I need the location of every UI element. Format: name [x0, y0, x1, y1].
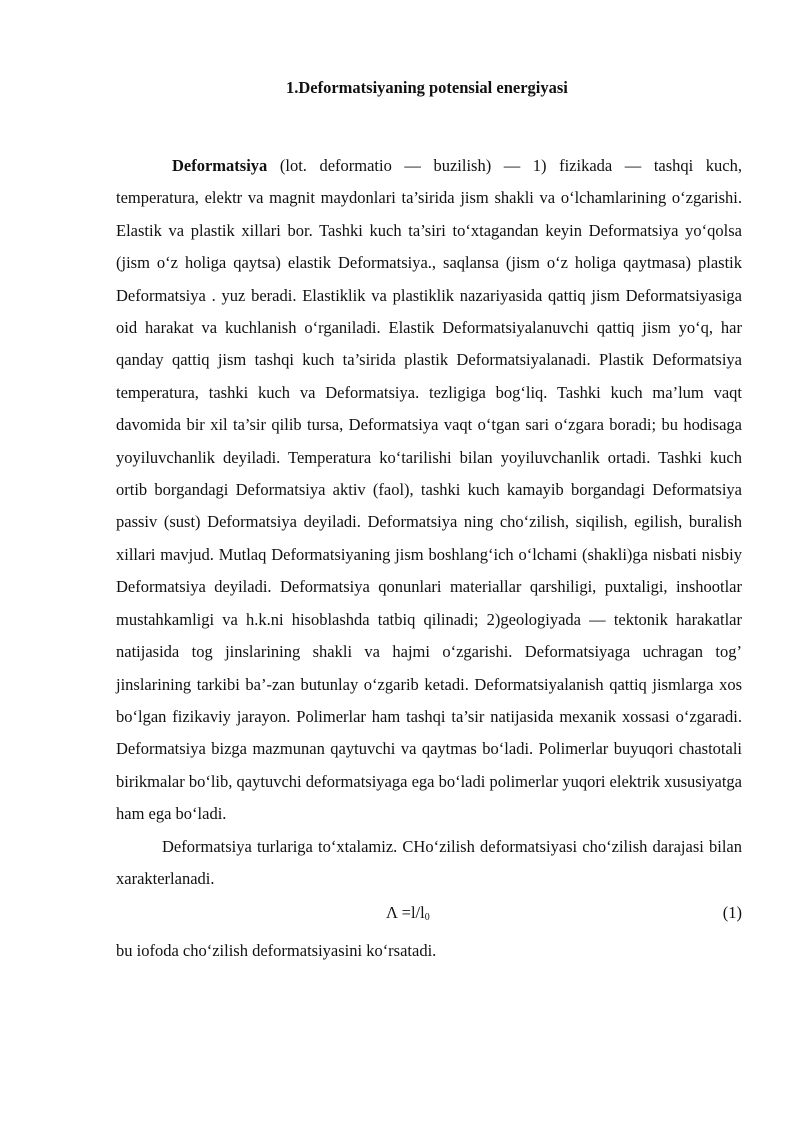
paragraph-definition	[116, 150, 742, 831]
paragraph-explanation: bu iofoda cho‘zilish deformatsiyasini ko‘rsatadi.	[116, 941, 437, 961]
paragraph-definition-text: (lot. deformatio — buzilish) — 1) fizikada — tashqi kuch, temperatura, elektr va magnit maydonlari ta’sirida jism shakli va o‘lchamlarining o‘zgarishi. Elastik va plastik xillari bor. Tashki kuch ta’siri to‘xtagandan keyin Deformatsiya yo‘qolsa (jism o‘z holiga qaytsa) elastik Deformatsiya., saqlansa (jism o‘z holiga qaytmasa) plastik Deformatsiya . yuz beradi. Elastiklik va plastiklik nazariyasida qattiq jism Deformatsiyasiga oid harakat va kuchlanish o‘rganiladi. Elastik Deformatsiyalanuvchi qattiq jism yo‘q, har qanday qattiq jism tashqi kuch ta’sirida plastik Deformatsiyalanadi. Plastik Deformatsiya temperatura, tashki kuch va Deformatsiya. tezligiga bog‘liq. Tashki kuch ma’lum vaqt davomida bir xil ta’sir qilib tursa, Deformatsiya vaqt o‘tgan sari o‘zgara boradi; bu hodisaga yoyiluvchanlik deyiladi. Temperatura ko‘tarilishi bilan yoyiluvchanlik ortadi. Tashki kuch ortib borgandagi Deformatsiya aktiv (faol), tashki kuch kamayib borgandagi Deformatsiya passiv (sust) Deformatsiya deyiladi. Deformatsiya ning cho‘zilish, siqilish, egilish, buralish xillari mavjud. Mutlaq Deformatsiyaning jism boshlang‘ich o‘lchami (shakli)ga nisbati nisbiy Deformatsiya deyiladi. Deformatsiya qonunlari materiallar qarshiligi, puxtaligi, inshootlar mustahkamligi va h.k.ni hisoblashda tatbiq qilinadi; 2)geologiyada — tektonik harakatlar natijasida tog jinslarining shakli va hajmi o‘zgarishi. Deformatsiyaga uchragan tog’ jinslarining tarkibi ba’-zan butunlay o‘zgarib ketadi. Deformatsiyalanish qattiq jismlarga xos bo‘lgan fizikaviy jarayon. Polimerlar ham tashqi ta’sir natijasida mexanik xossasi o‘zgaradi. Deformatsiya bizga mazmunan qaytuvchi va qaytmas bo‘ladi. Polimerlar buyuqori chastotali birikmalar bo‘lib, qaytuvchi deformatsiyaga ega bo‘ladi polimerlar yuqori elektrik xususiyatga ham ega bo‘ladi.	[116, 156, 742, 824]
formula-row	[116, 895, 742, 931]
formula	[386, 895, 430, 936]
paragraph-types: Deformatsiya turlariga to‘xtalamiz. CHo‘zilish deformatsiyasi cho‘zilish darajasi bilan xarakterlanadi.	[116, 836, 742, 888]
term-deformatsiya: Deformatsiya	[172, 156, 268, 175]
document-title: 1.Deformatsiyaning potensial energiyasi	[286, 78, 568, 97]
formula-subscript: 0	[424, 912, 430, 924]
formula-expression: Λ =l/l	[386, 903, 425, 923]
document-body	[116, 150, 742, 968]
title-wrapper	[0, 76, 800, 100]
equation-number: (1)	[722, 903, 742, 923]
